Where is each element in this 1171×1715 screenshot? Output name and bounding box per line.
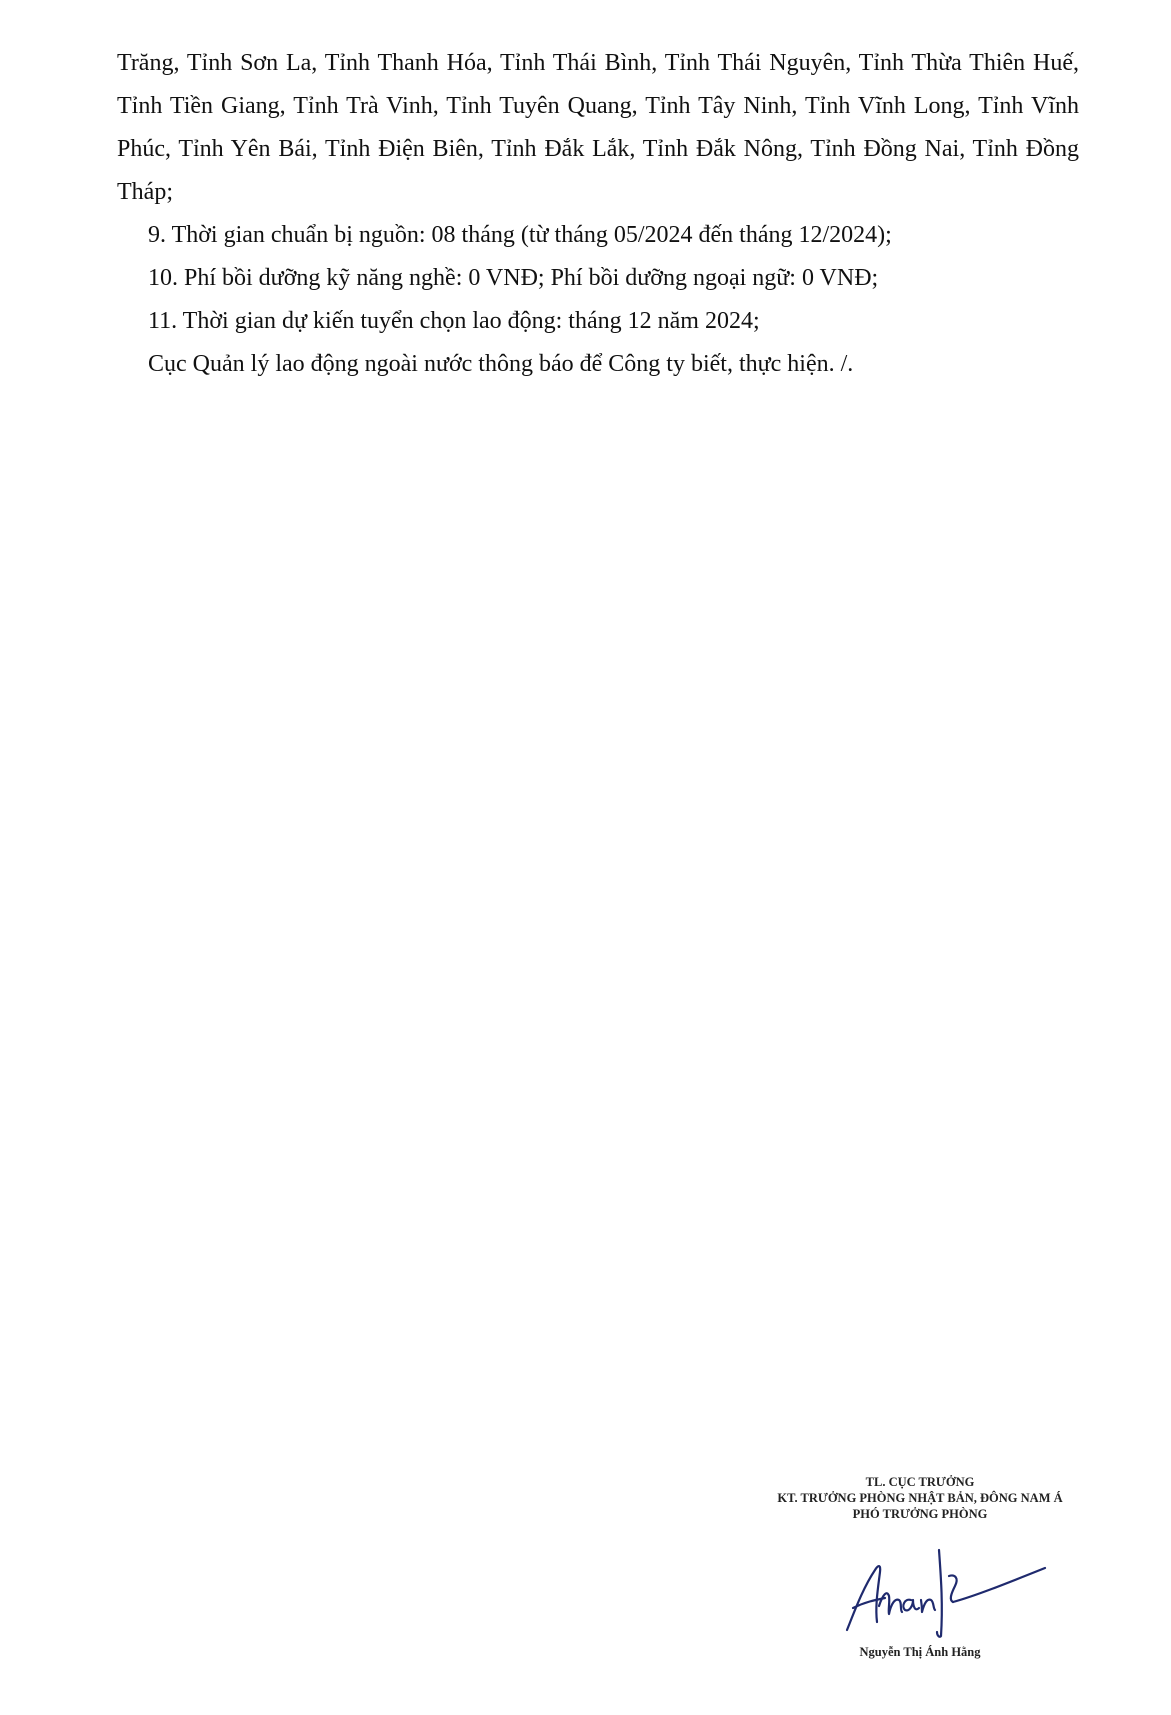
signature-title-line-1: TL. CỤC TRƯỞNG	[865, 1475, 975, 1489]
handwritten-signature	[845, 1548, 1050, 1640]
signer-name: Nguyễn Thị Ánh Hằng	[859, 1645, 981, 1659]
signature-block	[740, 1474, 1100, 1522]
document-body	[117, 42, 1079, 386]
continuation-paragraph: Trăng, Tỉnh Sơn La, Tỉnh Thanh Hóa, Tỉnh Thái Bình, Tỉnh Thái Nguyên, Tỉnh Thừa Thiên Huế, Tỉnh Tiền Giang, Tỉnh Trà Vinh, Tỉnh Tuyên Quang, Tỉnh Tây Ninh, Tỉnh Vĩnh Long, Tỉnh Vĩnh Phúc, Tỉnh Yên Bái, Tỉnh Điện Biên, Tỉnh Đắk Lắk, Tỉnh Đắk Nông, Tỉnh Đồng Nai, Tỉnh Đồng Tháp;	[117, 50, 1079, 205]
item-9-preparation-time: 9. Thời gian chuẩn bị nguồn: 08 tháng (từ tháng 05/2024 đến tháng 12/2024);	[148, 222, 892, 248]
signature-title-line-2: KT. TRƯỞNG PHÒNG NHẬT BẢN, ĐÔNG NAM Á	[777, 1491, 1063, 1505]
item-10-training-fees: 10. Phí bồi dưỡng kỹ năng nghề: 0 VNĐ; Phí bồi dưỡng ngoại ngữ: 0 VNĐ;	[148, 265, 879, 291]
item-11-selection-time: 11. Thời gian dự kiến tuyển chọn lao động: tháng 12 năm 2024;	[148, 308, 760, 334]
closing-statement: Cục Quản lý lao động ngoài nước thông báo để Công ty biết, thực hiện. /.	[148, 351, 854, 377]
signature-title-line-3: PHÓ TRƯỞNG PHÒNG	[852, 1507, 988, 1521]
